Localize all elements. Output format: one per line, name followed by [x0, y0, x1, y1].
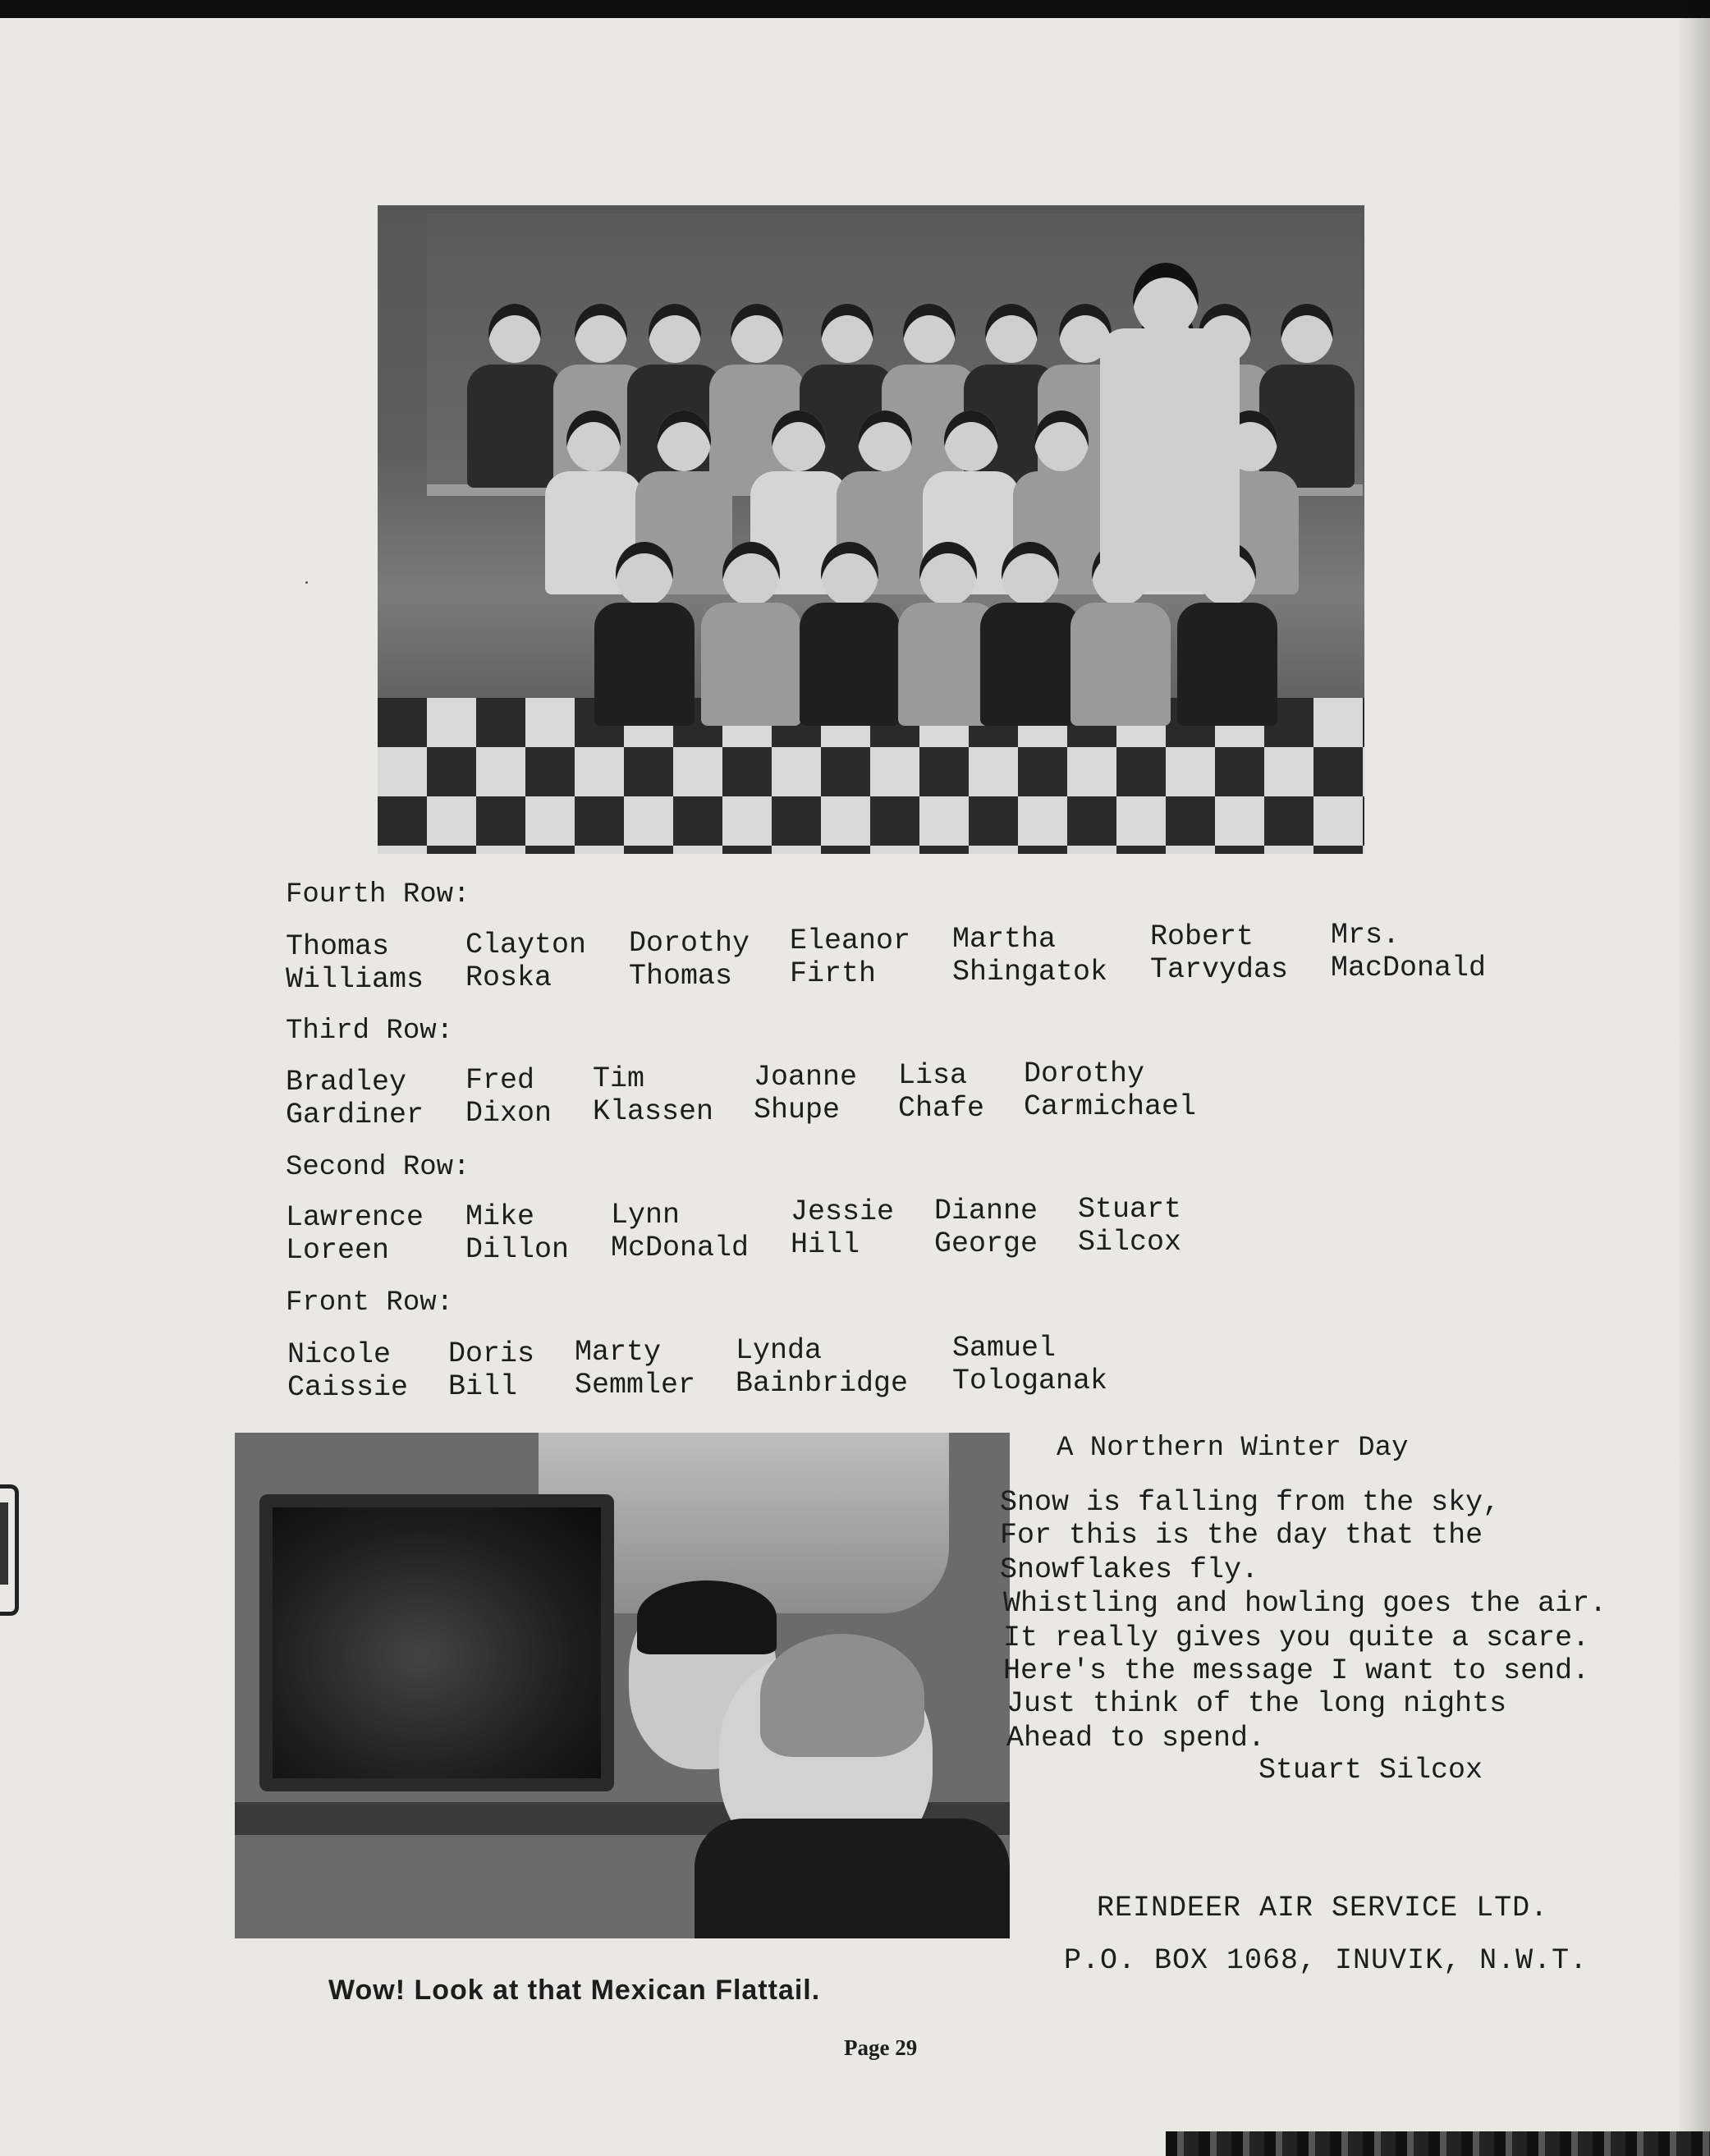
teacher-name: MacDonald [1331, 952, 1487, 984]
student-last-name: Tarvydas [1150, 953, 1289, 986]
company-address: P.O. BOX 1068, INUVIK, N.W.T. [1064, 1944, 1589, 1977]
child-head [657, 411, 711, 471]
student-last-name: Roska [465, 961, 552, 994]
student-first-name: Dorothy [629, 927, 750, 960]
child-head [575, 304, 627, 363]
aquarium-photo [235, 1433, 1010, 1938]
student-last-name: Silcox [1078, 1226, 1182, 1259]
child-body [594, 603, 695, 726]
student-last-name: Bainbridge [736, 1367, 909, 1400]
page-shadow [1677, 0, 1710, 2156]
child-head [1034, 411, 1089, 471]
child-head [821, 304, 873, 363]
teacher-head [1133, 263, 1199, 337]
row-label: Third Row: [286, 1016, 454, 1047]
teacher-title: Mrs. [1331, 919, 1401, 952]
student-last-name: George [934, 1227, 1038, 1260]
student-last-name: Chafe [898, 1092, 985, 1125]
child-body [1070, 603, 1171, 726]
child-head [649, 304, 701, 363]
child-head [985, 304, 1038, 363]
page-number: Page 29 [844, 2035, 918, 2060]
student-first-name: Nicole [287, 1338, 392, 1371]
binder-clip-bar [0, 1502, 8, 1585]
student-first-name: Clayton [465, 929, 587, 961]
student-first-name: Robert [1150, 920, 1254, 953]
poem-line: Whistling and howling goes the air. [1003, 1587, 1607, 1620]
child-head [1002, 542, 1059, 606]
student-first-name: Tim [593, 1062, 645, 1095]
poem-line: Snowflakes fly. [1000, 1553, 1259, 1586]
child-head [858, 411, 912, 471]
poem-title: A Northern Winter Day [1057, 1433, 1409, 1464]
student-last-name: Tologanak [952, 1365, 1108, 1397]
student-last-name: Thomas [629, 960, 733, 993]
poem-line: It really gives you quite a scare. [1003, 1622, 1590, 1654]
student-first-name: Jessie [791, 1195, 895, 1228]
student-first-name: Dorothy [1024, 1057, 1145, 1090]
student-first-name: Mike [465, 1200, 535, 1233]
student-first-name: Bradley [286, 1066, 407, 1099]
child-head [731, 304, 783, 363]
poem-line: Snow is falling from the sky, [1000, 1486, 1501, 1519]
student-last-name: Williams [286, 963, 424, 996]
student-last-name: Caissie [287, 1371, 409, 1404]
student-first-name: Lynn [611, 1199, 681, 1232]
student-first-name: Doris [448, 1337, 535, 1370]
student-first-name: Lisa [898, 1059, 968, 1092]
child-body [467, 365, 562, 488]
student-first-name: Lawrence [286, 1201, 424, 1234]
child-body [701, 603, 801, 726]
poem-line: Ahead to spend. [1006, 1722, 1266, 1755]
student-last-name: Shupe [754, 1094, 841, 1126]
top-border [0, 0, 1710, 18]
student-first-name: Samuel [952, 1332, 1057, 1365]
bottom-border [1166, 2131, 1710, 2156]
child-head [722, 542, 780, 606]
student-last-name: Dixon [465, 1097, 552, 1130]
row-label: Fourth Row: [286, 879, 470, 911]
student-last-name: McDonald [611, 1232, 750, 1264]
student-first-name: Stuart [1078, 1193, 1182, 1226]
child-head [903, 304, 956, 363]
boy-hair [760, 1634, 924, 1757]
student-last-name: Gardiner [286, 1099, 424, 1131]
aquarium-tank [259, 1494, 614, 1791]
child-head [488, 304, 541, 363]
boy-sweater [695, 1819, 1010, 1938]
poem-line: For this is the day that the [1000, 1519, 1483, 1552]
student-first-name: Martha [952, 923, 1057, 956]
child-head [919, 542, 977, 606]
row-label: Second Row: [286, 1152, 470, 1183]
speck [305, 581, 308, 584]
poem-line: Here's the message I want to send. [1003, 1654, 1590, 1687]
student-last-name: Loreen [286, 1234, 390, 1267]
poem-line: Just think of the long nights [1006, 1687, 1507, 1720]
child-head [566, 411, 621, 471]
student-first-name: Marty [575, 1336, 662, 1369]
student-first-name: Joanne [754, 1061, 858, 1094]
student-first-name: Thomas [286, 930, 390, 963]
student-first-name: Dianne [934, 1195, 1038, 1227]
student-last-name: Bill [448, 1370, 518, 1403]
child-body [980, 603, 1080, 726]
student-first-name: Eleanor [790, 924, 911, 957]
child-head [1281, 304, 1333, 363]
child-head [821, 542, 878, 606]
class-photo [378, 205, 1364, 854]
child-body [1177, 603, 1277, 726]
poem-author: Stuart Silcox [1258, 1754, 1483, 1787]
student-last-name: Dillon [465, 1233, 570, 1266]
student-first-name: Fred [465, 1064, 535, 1097]
student-last-name: Klassen [593, 1095, 714, 1128]
photo-caption: Wow! Look at that Mexican Flattail. [328, 1975, 821, 2006]
row-label: Front Row: [286, 1287, 454, 1319]
company-name: REINDEER AIR SERVICE LTD. [1097, 1892, 1549, 1924]
child-head [944, 411, 998, 471]
child-head [772, 411, 826, 471]
teacher-body [1100, 328, 1240, 591]
boy-hair [637, 1580, 777, 1654]
student-last-name: Carmichael [1024, 1090, 1197, 1123]
student-last-name: Hill [791, 1228, 860, 1261]
student-last-name: Firth [790, 957, 877, 990]
child-head [616, 542, 673, 606]
child-body [800, 603, 900, 726]
student-first-name: Lynda [736, 1334, 823, 1367]
student-last-name: Shingatok [952, 956, 1108, 989]
student-last-name: Semmler [575, 1369, 696, 1401]
